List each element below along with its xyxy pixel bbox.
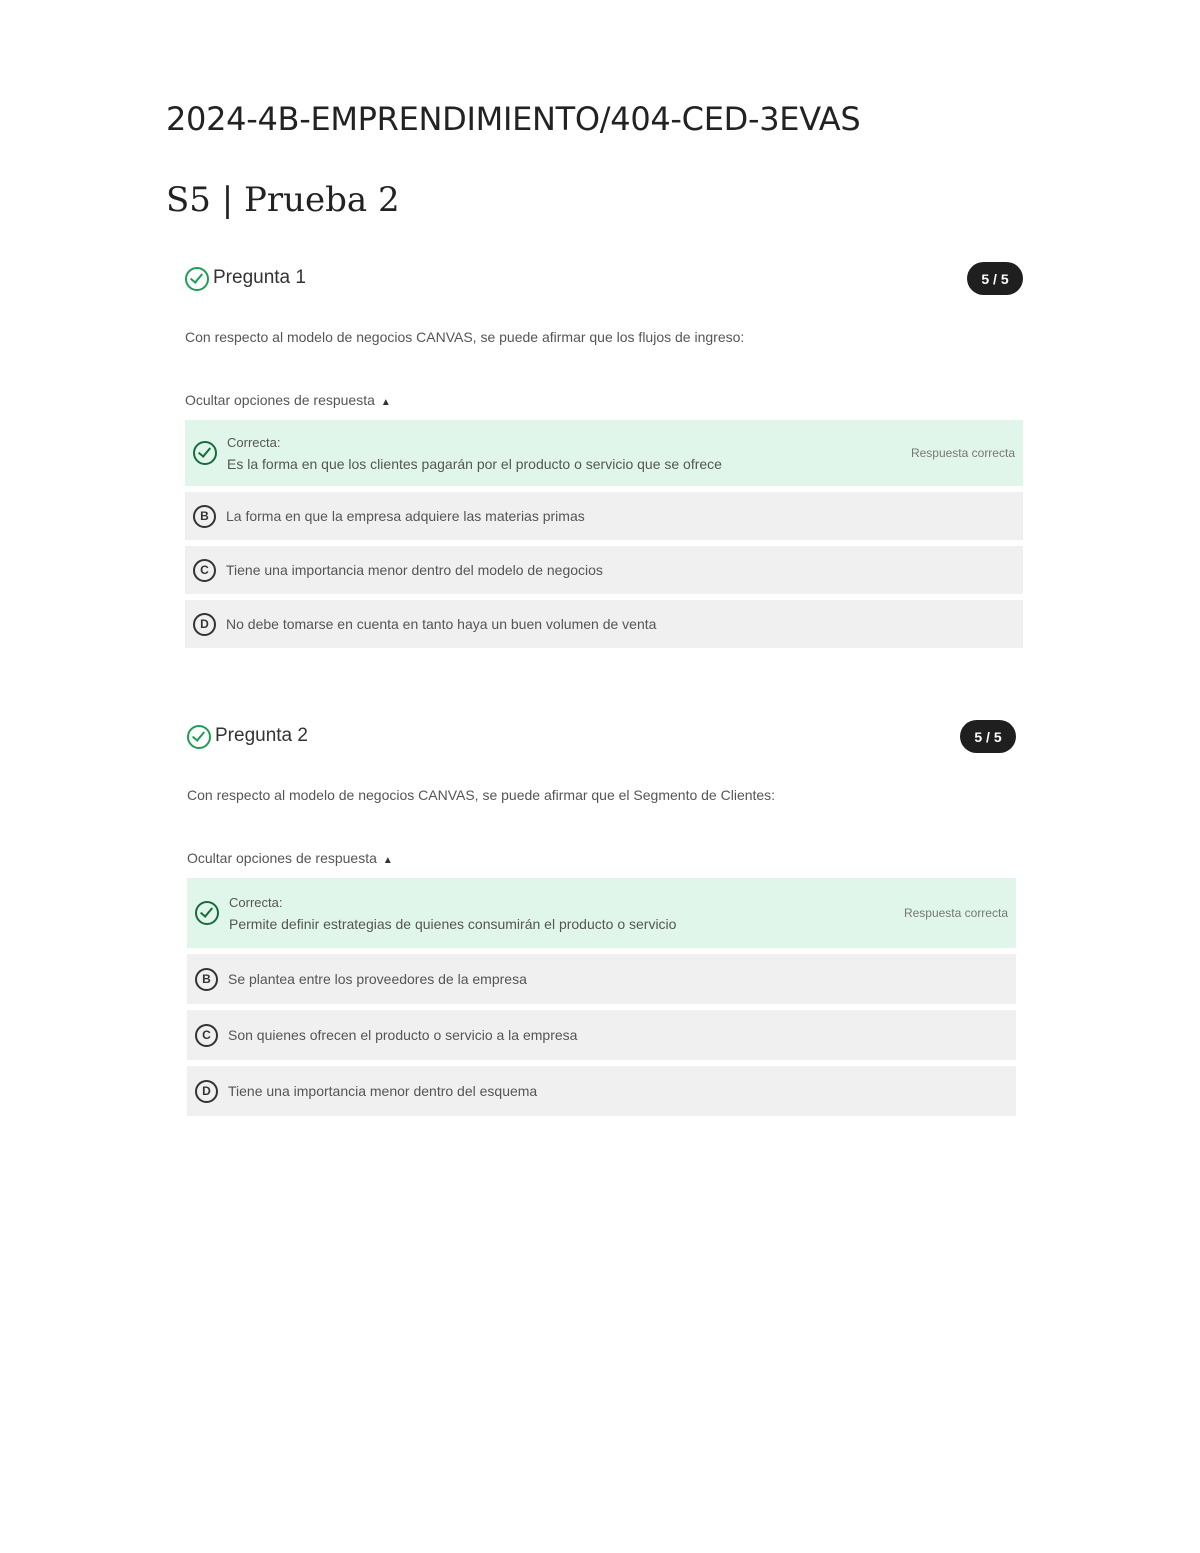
option-letter-badge: D — [195, 1080, 218, 1103]
answer-option-b — [185, 492, 1023, 540]
correct-answer-note: Respuesta correcta — [903, 906, 1008, 920]
option-letter-badge: C — [195, 1024, 218, 1047]
answer-text: Se plantea entre los proveedores de la empresa — [228, 971, 527, 987]
quiz-title: S5 | Prueba 2 — [166, 180, 400, 220]
option-letter-badge: C — [193, 559, 216, 582]
question-text: Con respecto al modelo de negocios CANVAS, se puede afirmar que el Segmento de Clientes: — [187, 787, 776, 803]
question-header — [187, 720, 1016, 756]
score-badge: 5 / 5 — [960, 720, 1016, 753]
answer-option-b — [187, 954, 1016, 1004]
option-letter-badge: D — [193, 613, 216, 636]
question-title: Pregunta 2 — [215, 725, 308, 746]
answer-text: Son quienes ofrecen el producto o servicio a la empresa — [228, 1027, 578, 1043]
answer-option-correct — [187, 878, 1016, 948]
answer-option-c — [187, 1010, 1016, 1060]
check-circle-icon — [193, 441, 217, 465]
chevron-up-icon: ▲ — [382, 855, 393, 866]
check-circle-icon — [195, 901, 219, 925]
check-circle-icon — [185, 267, 209, 291]
hide-options-toggle[interactable] — [187, 850, 1016, 866]
answer-text: Permite definir estrategias de quienes consumirán el producto o servicio — [229, 915, 677, 932]
chevron-up-icon: ▲ — [380, 397, 391, 408]
answer-option-d — [185, 600, 1023, 648]
correct-label: Correcta: — [227, 434, 281, 450]
question-title: Pregunta 1 — [213, 267, 306, 288]
option-letter-badge: B — [193, 505, 216, 528]
answer-options — [187, 878, 1016, 1116]
answer-option-c — [185, 546, 1023, 594]
answer-option-d — [187, 1066, 1016, 1116]
question-header — [185, 262, 1023, 298]
answer-text: No debe tomarse en cuenta en tanto haya un buen volumen de venta — [226, 616, 657, 632]
answer-text: Tiene una importancia menor dentro del modelo de negocios — [226, 562, 603, 578]
toggle-label: Ocultar opciones de respuesta — [187, 850, 377, 866]
toggle-label: Ocultar opciones de respuesta — [185, 392, 375, 408]
course-title: 2024-4B-EMPRENDIMIENTO/404-CED-3EVAS — [166, 100, 861, 138]
question-1 — [185, 262, 1023, 654]
answer-option-correct — [185, 420, 1023, 486]
answer-options — [185, 420, 1023, 648]
option-letter-badge: B — [195, 968, 218, 991]
answer-text: Es la forma en que los clientes pagarán por el producto o servicio que se ofrece — [227, 455, 722, 472]
check-circle-icon — [187, 725, 211, 749]
correct-answer-note: Respuesta correcta — [910, 446, 1015, 460]
answer-text: La forma en que la empresa adquiere las materias primas — [226, 508, 585, 524]
score-badge: 5 / 5 — [967, 262, 1023, 295]
question-text: Con respecto al modelo de negocios CANVAS, se puede afirmar que los flujos de ingreso: — [185, 329, 745, 345]
question-2 — [187, 720, 1016, 1122]
hide-options-toggle[interactable] — [185, 392, 1023, 408]
correct-label: Correcta: — [229, 894, 283, 910]
answer-text: Tiene una importancia menor dentro del esquema — [228, 1083, 538, 1099]
